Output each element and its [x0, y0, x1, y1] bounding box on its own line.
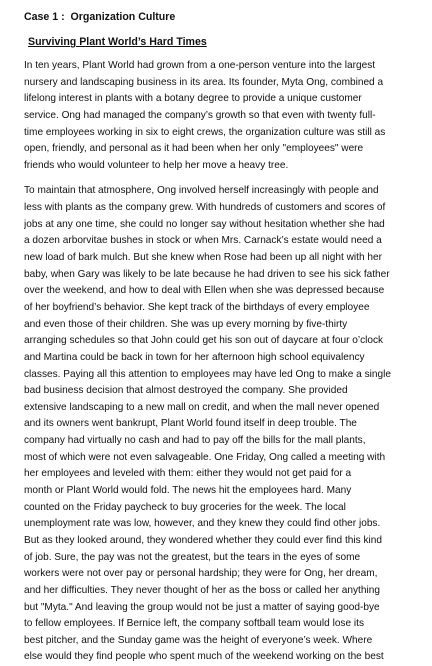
section-title: Surviving Plant World’s Hard Times	[28, 36, 207, 48]
paragraph-line: company had virtually no cash and had to pay off the bills for the mall plants,	[24, 435, 366, 447]
paragraph-line: baby, when Gary was likely to be late because he had driven to see his sick father	[24, 268, 390, 280]
paragraph-line: else would they find people who spent much of the weekend working on the best	[24, 651, 384, 663]
paragraph-line: arranging schedules so that John could get his son out of daycare at four o’clock	[24, 335, 384, 347]
paragraph-line: nursery and landscaping business in its area. Its founder, Myta Ong, combined a	[24, 76, 384, 88]
document-page	[24, 10, 416, 666]
paragraph-line: bad business decision that almost destroyed the company. She provided	[24, 385, 348, 397]
paragraph-line: service. Ong had managed the company’s growth so that even with twenty full-	[24, 109, 376, 121]
paragraph-line: most of which were not even salvageable. One Friday, Ong called a meeting with	[24, 451, 386, 463]
paragraph-line: time employees working in six to eight crews, the organization culture was still as	[24, 126, 386, 138]
paragraph-line: and her difficulties. They never thought of her as the boss or called her anything	[24, 584, 380, 596]
paragraph-line: over the weekend, and how to deal with Ellen when she was depressed because	[24, 285, 385, 297]
paragraph-line: but "Myta." And leaving the group would not be just a matter of saying good-bye	[24, 601, 380, 613]
paragraph-line: lifelong interest in plants with a botany degree to provide a unique customer	[24, 93, 362, 105]
paragraph-line: unemployment rate was low, however, and they knew they could find other jobs.	[24, 518, 381, 530]
paragraph-line: month or Plant World would fold. The news hit the employees hard. Many	[24, 485, 352, 497]
paragraph-line: of job. Sure, the pay was not the greatest, but the tears in the eyes of some	[24, 551, 361, 563]
paragraph-line: extensive landscaping to a new mall on credit, and when the mall never opened	[24, 401, 380, 413]
paragraph-line: and Martina could be back in town for her afternoon high school equivalency	[24, 351, 365, 363]
paragraph-line: workers were not over pay or personal hardship; they were for Ong, her dream,	[24, 568, 378, 580]
paragraph-2	[24, 183, 416, 666]
paragraph-line: and even those of their children. She was up every morning by five-thirty	[24, 318, 348, 330]
paragraph-line: to fellow employees. If Bernice left, the company softball team would lose its	[24, 618, 364, 630]
paragraph-line: of her boyfriend’s behavior. She kept track of the birthdays of every employee	[24, 301, 370, 313]
paragraph-line: jobs at any one time, she could no longer say without hesitation whether she had	[24, 218, 385, 230]
paragraph-line: But as they looked around, they wondered whether they could ever find this kind	[24, 534, 382, 546]
paragraph-line: her employees and leveled with them: either they would not get paid for a	[24, 468, 352, 480]
paragraph-line: a dozen arborvitae bushes in stock or when Mrs. Carnack’s estate would need a	[24, 235, 382, 247]
paragraph-line: counted on the Friday paycheck to buy groceries for the week. The local	[24, 501, 346, 513]
paragraph-line: open, friendly, and personal as it had been when her only "employees" were	[24, 143, 364, 155]
paragraph-line: best pitcher, and the Sunday game was the height of everyone’s week. Where	[24, 634, 373, 646]
paragraph-line: and its owners went bankrupt, Plant World found itself in deep trouble. The	[24, 418, 357, 430]
case-title: Case 1 : Organization Culture	[24, 11, 176, 23]
paragraph-line: friends who would volunteer to help her move a heavy tree.	[24, 159, 289, 171]
paragraph-1	[24, 58, 416, 174]
paragraph-line: To maintain that atmosphere, Ong involved herself increasingly with people and	[24, 185, 379, 197]
paragraph-line: classes. Paying all this attention to employees may have led Ong to make a single	[24, 368, 391, 380]
paragraph-line: less with plants as the company grew. With hundreds of customers and scores of	[24, 202, 386, 214]
paragraph-line: new load of bark mulch. But she knew when Rose had been up all night with her	[24, 252, 382, 264]
paragraph-line: In ten years, Plant World had grown from a one-person venture into the largest	[24, 60, 376, 71]
